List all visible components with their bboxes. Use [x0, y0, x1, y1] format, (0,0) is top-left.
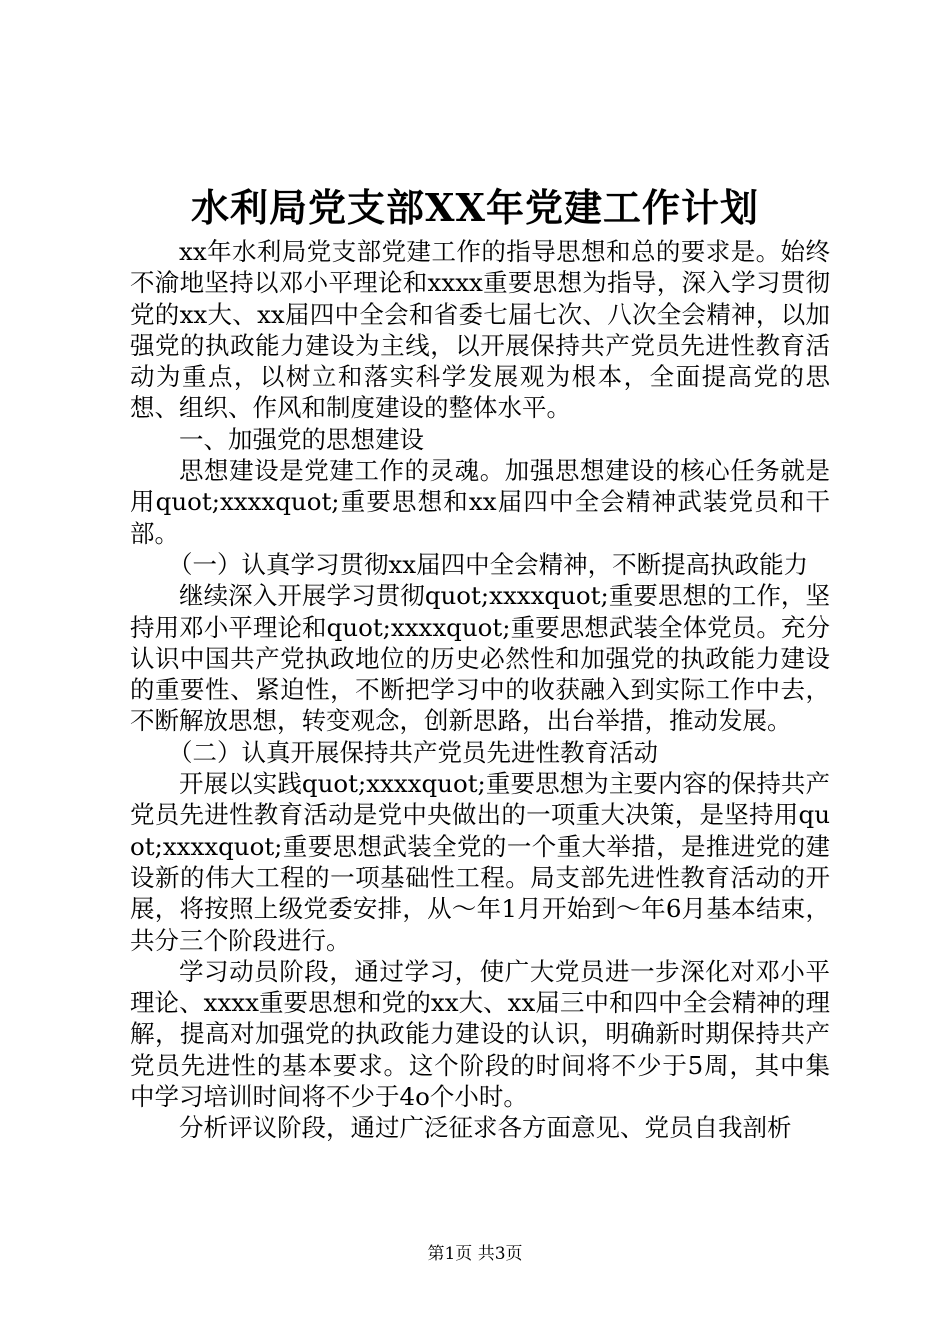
subsection-paragraph-2a: 开展以实践quot;xxxxquot;重要思想为主要内容的保持共产党员先进性教育活动是党中央做出的一项重大决策，是坚持用quot;xxxxquot;重要思想武装全党的一个重大举措，是推进党的建设新的伟大工程的一项基础性工程。局支部先进性教育活动的开展，将按照上级党委安排，从～年1月开始到～年6月基本结束，共分三个阶段进行。: [130, 769, 830, 955]
intro-paragraph: xx年水利局党支部党建工作的指导思想和总的要求是。始终不渝地坚持以邓小平理论和xxxx重要思想为指导，深入学习贯彻党的xx大、xx届四中全会和省委七届七次、八次全会精神，以加强党的执政能力建设为主线，以开展保持共产党员先进性教育活动为重点，以树立和落实科学发展观为根本，全面提高党的思想、组织、作风和制度建设的整体水平。: [130, 237, 830, 423]
section-heading-ideology: 一、加强党的思想建设: [179, 424, 424, 454]
subsection-paragraph-2c: 分析评议阶段，通过广泛征求各方面意见、党员自我剖析: [179, 1113, 792, 1143]
subsection-heading-1: （一）认真学习贯彻xx届四中全会精神，不断提高执政能力: [167, 549, 809, 579]
subsection-paragraph-2b: 学习动员阶段，通过学习，使广大党员进一步深化对邓小平理论、xxxx重要思想和党的xx大、xx届三中和四中全会精神的理解，提高对加强党的执政能力建设的认识，明确新时期保持共产党员先进性的基本要求。这个阶段的时间将不少于5周，其中集中学习培训时间将不少于4o个小时。: [130, 956, 830, 1112]
section-paragraph-ideology: 思想建设是党建工作的灵魂。加强思想建设的核心任务就是用quot;xxxxquot;重要思想和xx届四中全会精神武装党员和干部。: [130, 456, 830, 548]
subsection-heading-2: （二）认真开展保持共产党员先进性教育活动: [167, 737, 658, 767]
page-number-footer: 第1页 共3页: [427, 1244, 523, 1264]
document-body: [130, 236, 830, 1144]
document-title: 水利局党支部XX年党建工作计划: [191, 185, 759, 230]
subsection-paragraph-1: 继续深入开展学习贯彻quot;xxxxquot;重要思想的工作，坚持用邓小平理论和quot;xxxxquot;重要思想武装全体党员。充分认识中国共产党执政地位的历史必然性和加强党的执政能力建设的重要性、紧迫性，不断把学习中的收获融入到实际工作中去，不断解放思想，转变观念，创新思路，出台举措，推动发展。: [130, 581, 830, 736]
